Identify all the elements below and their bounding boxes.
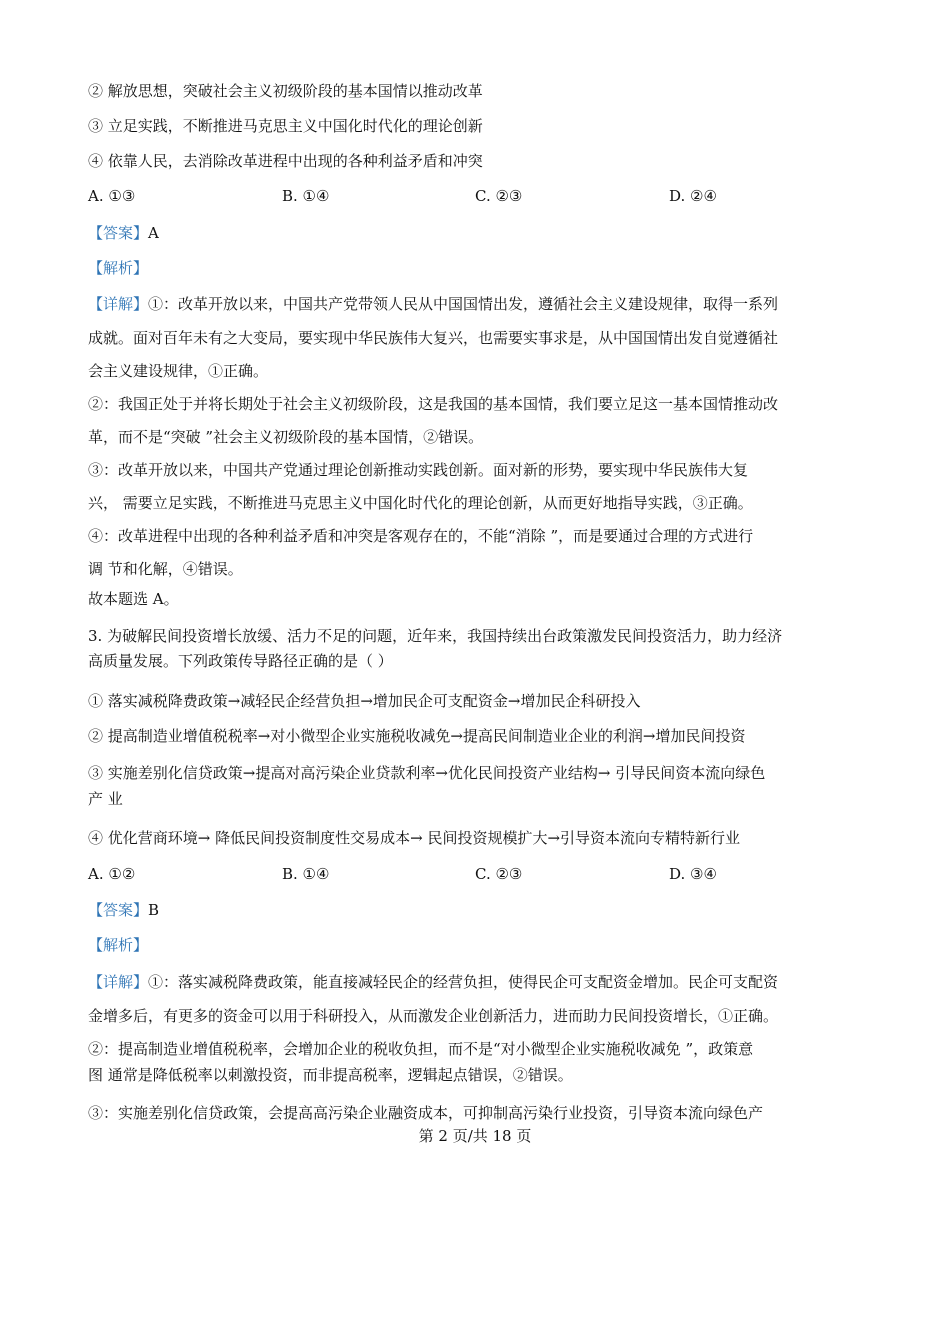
q2-option-b: B. ①④: [282, 187, 330, 205]
q3-stem-line-1: 3. 为破解民间投资增长放缓、活力不足的问题，近年来，我国持续出台政策激发民间投资活力，助力经济: [88, 627, 783, 645]
q2-detail-line-4: ②：我国正处于并将长期处于社会主义初级阶段，这是我国的基本国情，我们要立足这一基本国情推动改: [88, 395, 779, 413]
q2-option-c: C. ②③: [475, 187, 523, 205]
q2-answer-label: 【答案】: [88, 224, 149, 242]
q2-detail-line-5: 革，而不是“突破 ”社会主义初级阶段的基本国情，②错误。: [88, 428, 484, 446]
q3-item-2: ② 提高制造业增值税税率→对小微型企业实施税收减免→提高民间制造业企业的利润→增加民间投资: [88, 727, 746, 745]
q3-detail-label: 【详解】: [88, 973, 149, 991]
q3-detail-line-2: 金增多后，有更多的资金可以用于科研投入，从而激发企业创新活力，进而助力民间投资增长，①正确。: [88, 1007, 779, 1025]
q2-detail-line-2: 成就。面对百年未有之大变局，要实现中华民族伟大复兴，也需要实事求是，从中国国情出发自觉遵循社: [88, 329, 779, 347]
q3-answer-label: 【答案】: [88, 901, 149, 919]
q2-option-d: D. ②④: [669, 187, 717, 205]
q3-answer-value: B: [148, 901, 160, 919]
q3-item-3-line-2: 产 业: [88, 790, 123, 808]
q3-detail-line-3: ②：提高制造业增值税税率，会增加企业的税收负担，而不是“对小微型企业实施税收减免 ”，政策意: [88, 1040, 754, 1058]
q2-analysis-label: 【解析】: [88, 259, 149, 277]
q2-detail-label: 【详解】: [88, 295, 149, 313]
q2-detail-line-8: ④：改革进程中出现的各种利益矛盾和冲突是客观存在的，不能“消除 ”，而是要通过合理的方式进行: [88, 527, 754, 545]
q2-detail-line-3: 会主义建设规律，①正确。: [88, 362, 269, 380]
q2-detail-line-6: ③：改革开放以来，中国共产党通过理论创新推动实践创新。面对新的形势，要实现中华民族伟大复: [88, 461, 749, 479]
q3-detail-line-5: ③：实施差别化信贷政策，会提高高污染企业融资成本，可抑制高污染行业投资，引导资本流向绿色产: [88, 1104, 764, 1122]
q3-item-4: ④ 优化营商环境→ 降低民间投资制度性交易成本→ 民间投资规模扩大→引导资本流向专精特新行业: [88, 829, 741, 847]
q2-conclusion: 故本题选 A。: [88, 590, 179, 608]
q3-option-a: A. ①②: [88, 865, 136, 883]
q3-analysis-label: 【解析】: [88, 936, 149, 954]
q3-item-1: ① 落实减税降费政策→减轻民企经营负担→增加民企可支配资金→增加民企科研投入: [88, 692, 641, 710]
q2-detail-line-9: 调 节和化解，④错误。: [88, 560, 243, 578]
q2-detail-line-7: 兴， 需要立足实践，不断推进马克思主义中国化时代化的理论创新，从而更好地指导实践，③正确。: [88, 494, 753, 512]
q2-item-4: ④ 依靠人民，去消除改革进程中出现的各种利益矛盾和冲突: [88, 152, 483, 170]
q3-item-3-line-1: ③ 实施差别化信贷政策→提高对高污染企业贷款利率→优化民间投资产业结构→ 引导民间资本流向绿色: [88, 764, 766, 782]
q3-option-b: B. ①④: [282, 865, 330, 883]
q2-answer: [88, 223, 159, 243]
q3-option-d: D. ③④: [669, 865, 717, 883]
q2-item-3: ③ 立足实践，不断推进马克思主义中国化时代化的理论创新: [88, 117, 483, 135]
q2-item-2: ② 解放思想，突破社会主义初级阶段的基本国情以推动改革: [88, 82, 483, 100]
q3-detail-line-1: [88, 972, 778, 992]
q3-option-c: C. ②③: [475, 865, 523, 883]
q2-option-a: A. ①③: [88, 187, 136, 205]
q3-detail-line-4: 图 通常是降低税率以刺激投资，而非提高税率，逻辑起点错误，②错误。: [88, 1066, 573, 1084]
page-footer: 第 2 页/共 18 页: [418, 1127, 532, 1145]
q3-answer: [88, 900, 159, 920]
q3-detail-text-1: ①：落实减税降费政策，能直接减轻民企的经营负担，使得民企可支配资金增加。民企可支配资: [148, 973, 779, 991]
q2-detail-text-1: ①：改革开放以来，中国共产党带领人民从中国国情出发，遵循社会主义建设规律，取得一系列: [148, 295, 779, 313]
q2-detail-line-1: [88, 294, 778, 314]
q3-stem-line-2: 高质量发展。下列政策传导路径正确的是（ ）: [88, 652, 393, 670]
q2-answer-value: A: [148, 224, 159, 242]
